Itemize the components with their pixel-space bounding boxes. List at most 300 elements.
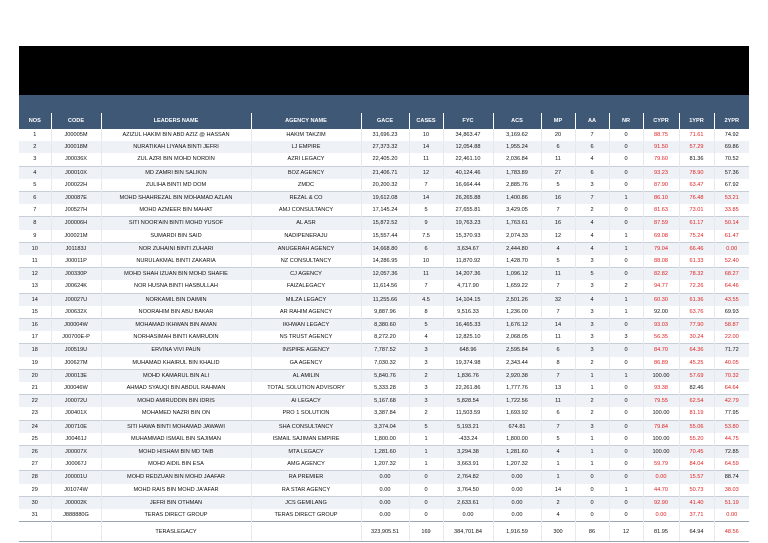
cell-mp: 16 [541,192,575,205]
cell-nr: 0 [609,471,643,484]
cell-agency-name: SHA CONSULTANCY [251,420,361,433]
cell-1ypr: 78.90 [679,166,714,179]
cell-leaders-name: NOR HUSNA BINTI HASBULLAH [101,280,251,293]
cell-nr: 1 [609,242,643,255]
cell-agency-name: FAIZALEGACY [251,280,361,293]
cell-code: J00018M [51,141,101,153]
cell-fyc: 648.96 [443,344,493,357]
table-header [19,113,749,129]
cell-nos: 19 [19,357,51,370]
cell-nos: 17 [19,331,51,344]
cell-1ypr: 37.71 [679,509,714,522]
cell-acs: 2,501.26 [493,293,541,306]
cell-mp: 27 [541,166,575,179]
cell-aa: 4 [575,242,609,255]
cell-mp: 1 [541,471,575,484]
cell-1ypr: 50.73 [679,484,714,497]
cell-mp: 7 [541,420,575,433]
cell-2ypr: 22.00 [724,334,739,341]
cell-nr: 1 [609,306,643,319]
cell-1ypr: 84.04 [679,458,714,471]
total-fyc: 384,701.84 [443,522,493,542]
cell-fyc: 19,374.98 [443,357,493,370]
cell-cases: 4 [409,331,443,344]
cell-cases: 6 [409,242,443,255]
cell-cypr: 93.03 [643,319,679,332]
cell-1ypr: 63.47 [679,179,714,192]
cell-gace: 7,787.52 [361,344,409,357]
cell-2ypr: 38.03 [724,486,739,493]
cell-2ypr: 40.05 [724,359,739,366]
cell-2ypr: 50.14 [714,217,749,230]
cell-agency-name: REZAL & CO [251,192,361,205]
table-row [19,357,749,370]
cell-1ypr: 55.06 [679,420,714,433]
cell-code: J00330P [51,268,101,281]
table-row [19,331,749,344]
table-row [19,192,749,205]
cell-acs: 0.00 [493,496,541,509]
cell-acs: 2,444.80 [493,242,541,255]
cell-leaders-name: JEFRI BIN OTHMAN [101,496,251,509]
cell-2ypr: 64.46 [724,283,739,290]
cell-agency-name: HAKIM TAKZIM [251,129,361,141]
cell-acs: 1,096.12 [493,268,541,281]
cell-fyc: 11,870.92 [443,255,493,268]
cell-nr: 3 [609,331,643,344]
cell-mp: 20 [541,129,575,141]
cell-nr: 0 [609,446,643,459]
cell-acs: 2,885.76 [493,179,541,192]
table-row [19,420,749,433]
cell-nr: 0 [609,433,643,446]
column-header-leaders-name: LEADERS NAME [101,113,251,129]
cell-cases: 2 [409,369,443,382]
cell-1ypr: 55.20 [679,433,714,446]
cell-aa: 6 [575,141,609,153]
column-header-cases: CASES [409,113,443,129]
cell-agency-name: ANUGERAH AGENCY [251,242,361,255]
cell-2ypr: 74.92 [724,132,739,138]
cell-1ypr: 71.61 [679,129,714,141]
cell-aa: 4 [575,153,609,166]
cell-agency-name: AL AMILIN [251,369,361,382]
cell-2ypr: 69.93 [724,308,739,315]
cell-code: J00627M [51,357,101,370]
cell-code: J00087E [51,192,101,205]
cell-acs: 1,659.22 [493,280,541,293]
cell-cases: 12 [409,166,443,179]
cell-cases: 4.5 [409,293,443,306]
cell-code: J00519U [51,344,101,357]
cell-1ypr: 73.01 [679,204,714,217]
cell-cypr: 69.08 [643,230,679,243]
cell-leaders-name: NOR ZUHAINI BINTI ZUHARI [101,242,251,255]
cell-cases: 8 [409,306,443,319]
cell-acs: 1,722.56 [493,395,541,408]
cell-aa: 1 [575,446,609,459]
cell-agency-name: GA AGENCY [251,357,361,370]
cell-gace: 15,557.44 [361,230,409,243]
cell-cases: 3 [409,344,443,357]
cell-fyc: 11,503.59 [443,407,493,420]
cell-cases: 1 [409,458,443,471]
cell-cypr: 86.89 [643,357,679,370]
cell-1ypr: 63.76 [679,306,714,319]
cell-mp: 6 [541,344,575,357]
table-row [19,242,749,255]
cell-agency-name: NS TRUST AGENCY [251,331,361,344]
cell-aa: 0 [575,509,609,522]
table-row [19,293,749,306]
cell-1ypr: 72.26 [679,280,714,293]
cell-gace: 20,200.32 [361,179,409,192]
cell-leaders-name: MOHD REDZUAN BIN MOHD JAAFAR [101,471,251,484]
cell-fyc: 3,634.67 [443,242,493,255]
column-header-nr: NR [609,113,643,129]
cell-nos: 5 [19,179,51,192]
cell-1ypr: 57.69 [679,369,714,382]
cell-2ypr: 69.86 [714,141,749,153]
cell-2ypr: 77.95 [724,410,739,417]
cell-fyc: 3,663.91 [443,458,493,471]
cell-nr: 1 [609,369,643,382]
cell-cases: 1 [409,433,443,446]
cell-nos: 22 [19,395,51,408]
cell-mp: 14 [541,484,575,497]
cell-cases: 10 [409,129,443,141]
cell-agency-name: AR RAHIM AGENCY [251,306,361,319]
table-row [19,496,749,509]
cell-nr: 0 [609,179,643,192]
cell-gace: 0.00 [361,471,409,484]
cell-cypr: 60.30 [643,293,679,306]
cell-nr: 1 [609,484,643,497]
cell-aa: 2 [575,407,609,420]
cell-code: J888880G [51,509,101,522]
cell-nos: 13 [19,280,51,293]
cell-nos: 23 [19,407,51,420]
cell-fyc: 14,207.36 [443,268,493,281]
cell-code: J00001U [51,471,101,484]
cell-nos: 15 [19,306,51,319]
cell-code: J01074W [51,484,101,497]
cell-aa: 2 [575,357,609,370]
cell-nr: 0 [609,382,643,395]
cell-nr: 0 [609,255,643,268]
totals-row [19,522,749,542]
cell-cases: 14 [409,192,443,205]
total-nos [19,522,51,542]
table-body [19,129,749,522]
cell-cypr: 0.00 [643,471,679,484]
cell-agency-name: TERAS DIRECT GROUP [251,509,361,522]
cell-nr: 0 [609,319,643,332]
cell-aa: 1 [575,433,609,446]
cell-2ypr: 58.87 [714,319,749,332]
cell-fyc: 26,265.88 [443,192,493,205]
cell-leaders-name: MUHAMMAD ISMAIL BIN SAJIMAN [101,433,251,446]
cell-leaders-name: MOHD AIDIL BIN ESA [101,458,251,471]
cell-leaders-name: SUMARDI BIN SAID [101,230,251,243]
cell-2ypr: 33.85 [724,207,739,214]
cell-acs: 1,800.00 [493,433,541,446]
cell-aa: 0 [575,471,609,484]
cell-agency-name: LJ EMPIRE [251,141,361,153]
column-header-2ypr: 2YPR [714,113,749,129]
cell-nr: 1 [609,192,643,205]
cell-aa: 4 [575,293,609,306]
cell-agency-name: RA PREMIER [251,471,361,484]
report-table-container [19,113,749,542]
cell-leaders-name: NOORAHIM BIN ABU BAKAR [101,306,251,319]
cell-leaders-name: ZULIHA BINTI MD DOM [101,179,251,192]
cell-1ypr: 64.36 [679,344,714,357]
table-row [19,446,749,459]
table-row [19,407,749,420]
cell-acs: 1,428.70 [493,255,541,268]
cell-2ypr: 53.21 [714,192,749,205]
cell-cases: 0 [409,496,443,509]
table-row [19,204,749,217]
cell-acs: 3,169.62 [493,129,541,141]
cell-leaders-name: ERVINA VIVI PAUN [101,344,251,357]
cell-leaders-name: MOHD AZMEER BIN MAHAT [101,204,251,217]
column-header-1ypr: 1YPR [679,113,714,129]
cell-nr: 0 [609,458,643,471]
cell-2ypr: 88.74 [714,471,749,484]
cell-acs: 1,783.89 [493,166,541,179]
cell-mp: 4 [541,446,575,459]
cell-agency-name: AL ASR [251,217,361,230]
table-row [19,471,749,484]
table-row [19,255,749,268]
cell-code: J00005M [51,129,101,141]
cell-cypr: 56.35 [643,331,679,344]
cell-cypr: 0.00 [643,509,679,522]
cell-aa: 5 [575,268,609,281]
total-cases: 169 [409,522,443,542]
cell-code: J00036X [51,153,101,166]
cell-nos: 9 [19,230,51,243]
cell-acs: 1,676.12 [493,319,541,332]
cell-cases: 2 [409,407,443,420]
cell-agency-name: TOTAL SOLUTION ADVISORY [251,382,361,395]
cell-2ypr: 72.85 [714,446,749,459]
cell-code: J00010X [51,166,101,179]
cell-cypr: 100.00 [643,433,679,446]
cell-mp: 6 [541,141,575,153]
cell-cypr: 84.70 [643,344,679,357]
cell-cases: 0 [409,471,443,484]
cell-cypr: 93.38 [643,382,679,395]
total-code [51,522,101,542]
cell-leaders-name: MOHD RAIS BIN MOHD JA'AFAR [101,484,251,497]
table-row [19,484,749,497]
cell-acs: 1,281.60 [493,446,541,459]
cell-code: J00021M [51,230,101,243]
cell-mp: 4 [541,242,575,255]
cell-fyc: 3,294.38 [443,446,493,459]
cell-mp: 8 [541,357,575,370]
total-gace: 323,905.51 [361,522,409,542]
cell-cases: 3 [409,357,443,370]
table-row [19,509,749,522]
cell-nr: 0 [609,141,643,153]
cell-code: J00700E-P [51,331,101,344]
cell-cypr: 100.00 [643,407,679,420]
cell-fyc: 5,193.21 [443,420,493,433]
cell-cases: 14 [409,141,443,153]
cell-cypr: 79.55 [643,395,679,408]
cell-aa: 4 [575,230,609,243]
cell-gace: 21,406.71 [361,166,409,179]
cell-nos: 14 [19,293,51,306]
column-header-code: CODE [51,113,101,129]
cell-nr: 0 [609,509,643,522]
table-row [19,153,749,166]
cell-cases: 3 [409,395,443,408]
cell-acs: 3,429.05 [493,204,541,217]
cell-code: J00072U [51,395,101,408]
cell-cypr: 93.23 [643,166,679,179]
cell-gace: 17,145.24 [361,204,409,217]
cell-code: J00006H [51,217,101,230]
cell-2ypr: 43.55 [714,293,749,306]
cell-aa: 3 [575,319,609,332]
cell-mp: 1 [541,458,575,471]
table-row [19,280,749,293]
cell-cypr: 92.00 [643,306,679,319]
cell-mp: 11 [541,331,575,344]
cell-1ypr: 76.48 [679,192,714,205]
cell-nr: 0 [609,395,643,408]
cell-nos: 8 [19,217,51,230]
cell-aa: 3 [575,280,609,293]
cell-leaders-name: MUHAMAD KHAIRUL BIN KHALID [101,357,251,370]
cell-leaders-name: NURULAKMAL BINTI ZAKARIA [101,255,251,268]
cell-nos: 26 [19,446,51,459]
total-1ypr: 64.94 [679,522,714,542]
cell-agency-name: BOZ AGENCY [251,166,361,179]
cell-acs: 1,236.00 [493,306,541,319]
cell-nr: 0 [609,357,643,370]
cell-gace: 3,374.04 [361,420,409,433]
cell-nos: 4 [19,166,51,179]
cell-fyc: 12,825.10 [443,331,493,344]
cell-fyc: -433.24 [443,433,493,446]
cell-cases: 0 [409,484,443,497]
column-header-aa: AA [575,113,609,129]
cell-nr: 0 [609,166,643,179]
cell-gace: 14,668.80 [361,242,409,255]
cell-gace: 1,281.60 [361,446,409,459]
cell-acs: 2,595.84 [493,344,541,357]
cell-cypr: 86.10 [643,192,679,205]
table-row [19,395,749,408]
cell-mp: 13 [541,382,575,395]
cell-code: J00027U [51,293,101,306]
column-header-gace: GACE [361,113,409,129]
cell-cypr: 59.79 [643,458,679,471]
cell-cypr: 92.90 [643,496,679,509]
cell-mp: 32 [541,293,575,306]
total-aa: 86 [575,522,609,542]
cell-1ypr: 61.17 [679,217,714,230]
cell-2ypr: 53.80 [714,420,749,433]
cell-1ypr: 81.36 [679,153,714,166]
cell-mp: 11 [541,395,575,408]
cell-aa: 0 [575,496,609,509]
cell-cypr: 87.90 [643,179,679,192]
cell-mp: 11 [541,153,575,166]
cell-mp: 2 [541,496,575,509]
table-row [19,217,749,230]
cell-1ypr: 66.46 [679,242,714,255]
cell-code: J00004W [51,319,101,332]
cell-nr: 0 [609,420,643,433]
cell-leaders-name: SITI NOOR'AIN BINTI MOHD YUSOF [101,217,251,230]
table-row [19,369,749,382]
cell-nos: 12 [19,268,51,281]
cell-cypr: 79.60 [643,153,679,166]
cell-fyc: 2,633.61 [443,496,493,509]
table-row [19,141,749,153]
cell-acs: 2,074.33 [493,230,541,243]
subtitle-bar [19,95,749,113]
column-header-agency-name: AGENCY NAME [251,113,361,129]
cell-acs: 1,763.61 [493,217,541,230]
cell-aa: 4 [575,217,609,230]
cell-cases: 0 [409,509,443,522]
agency-performance-table [19,113,749,542]
cell-acs: 1,693.92 [493,407,541,420]
cell-gace: 15,872.52 [361,217,409,230]
cell-leaders-name: TERAS DIRECT GROUP [101,509,251,522]
total-acs: 1,916.59 [493,522,541,542]
cell-cypr: 94.77 [643,280,679,293]
cell-fyc: 4,717.90 [443,280,493,293]
cell-code: J00401X [51,407,101,420]
cell-cases: 9 [409,217,443,230]
cell-agency-name: ISMAIL SAJIMAN EMPIRE [251,433,361,446]
cell-code: J01183J [51,242,101,255]
cell-cases: 1 [409,446,443,459]
cell-1ypr: 75.24 [679,230,714,243]
cell-nr: 0 [609,268,643,281]
cell-nos: 6 [19,192,51,205]
table-row [19,306,749,319]
total-leaders-name: TERASLEGACY [101,522,251,542]
cell-leaders-name: AHMAD SYAUQI BIN ABDUL RAHMAN [101,382,251,395]
table-row [19,179,749,192]
cell-leaders-name: AZIZUL HAKIM BIN ABD AZIZ @ HASSAN [101,129,251,141]
table-row [19,344,749,357]
cell-acs: 1,207.32 [493,458,541,471]
cell-gace: 14,286.95 [361,255,409,268]
cell-cases: 5 [409,420,443,433]
total-agency-name [251,522,361,542]
title-banner [19,46,749,95]
cell-aa: 2 [575,204,609,217]
cell-fyc: 12,054.88 [443,141,493,153]
cell-nr: 0 [609,153,643,166]
cell-2ypr: 42.79 [714,395,749,408]
cell-2ypr: 64.59 [724,461,739,468]
cell-2ypr: 44.75 [724,435,739,442]
cell-agency-name: PRO 1 SOLUTION [251,407,361,420]
cell-nr: 0 [609,407,643,420]
